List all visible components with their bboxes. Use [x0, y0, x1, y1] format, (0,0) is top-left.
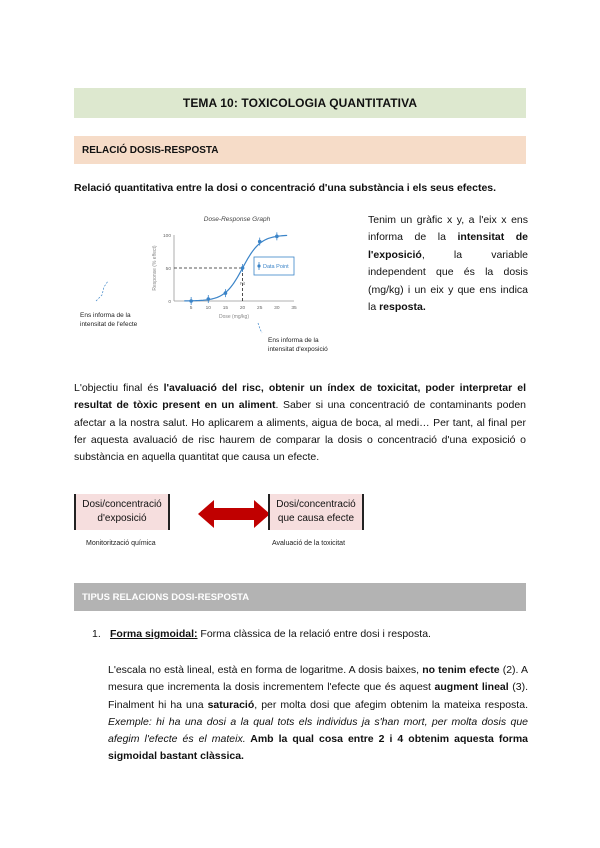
exposure-dose-box [74, 494, 170, 530]
data-point [189, 299, 193, 303]
x-tick-label: 30 [274, 306, 280, 311]
annotation-effect [80, 281, 138, 328]
fit-label: Fit [240, 281, 245, 286]
data-point [206, 297, 210, 301]
list-label: Forma sigmoidal: [110, 628, 198, 640]
section-heading-text-2: TIPUS RELACIONS DOSI-RESPOSTA [82, 591, 250, 603]
y-tick-label: 50 [165, 266, 171, 272]
sigmoid-bold-2: augment lineal [434, 681, 509, 694]
objective-bold-1: l'avaluació del risc, obtenir un índex de toxicitat, poder interpretar el resultat de tòxic present en un aliment [74, 382, 527, 412]
section-heading-relation-types [74, 583, 526, 611]
annotation-effect-line1: Ens informa de la [80, 312, 131, 319]
list-text: Forma clàssica de la relació entre dosi i resposta. [197, 628, 431, 640]
annotation-effect-line2: intensitat de l'efecte [80, 321, 138, 328]
y-tick-label: 100 [162, 233, 171, 239]
data-point [275, 235, 279, 239]
annotation-exposure-line1: Ens informa de la [268, 337, 319, 344]
intro-sentence: Relació quantitativa entre la dosi o concentració d'una substància i els seus efectes. [74, 182, 497, 194]
effect-dose-box [268, 494, 364, 530]
page-title [74, 88, 526, 118]
graph-legend [254, 257, 294, 275]
graph-explanation [368, 212, 528, 316]
sigmoid-text-1: L'escala no està lineal, està en forma de logaritme. A dosis baixes, [108, 664, 423, 676]
annotation-exposure-line2: intensitat d'exposició [268, 346, 328, 353]
graph-y-label: Response (% effect) [152, 245, 158, 291]
sigmoid-bold-3: saturació [207, 698, 255, 711]
exposure-dose-line1: Dosi/concentració [82, 499, 162, 510]
x-tick-label: 15 [222, 306, 229, 311]
page-title-text: TEMA 10: TOXICOLOGIA QUANTITATIVA [182, 96, 418, 110]
y-tick-label: 0 [168, 299, 171, 305]
graph-explanation-bold-2: resposta. [379, 301, 426, 314]
x-tick-label: 10 [205, 306, 211, 311]
dose-response-graph [74, 205, 364, 365]
section-heading-dose-response [74, 136, 526, 164]
list-number: 1. [92, 628, 101, 640]
section-heading-text: RELACIÓ DOSIS-RESPOSTA [82, 144, 219, 156]
data-point [224, 291, 228, 295]
graph-explanation-text-2: , la variable independent que és la dosis (mg/kg) i un eix y que ens indica la [368, 248, 528, 314]
graph-x-ticks [190, 305, 297, 311]
graph-explanation-bold-1: intensitat de l'exposició [368, 231, 528, 261]
graph-y-ticks [163, 233, 171, 305]
graph-title: Dose-Response Graph [203, 216, 271, 223]
x-tick-label: 25 [257, 306, 263, 311]
x-tick-label: 5 [189, 306, 193, 311]
toxicity-caption: Avaluació de la toxicitat [272, 540, 346, 547]
sigmoid-text-4: , per molta dosi que afegim obtenim la mateixa resposta. [254, 698, 528, 711]
legend-label: Data Point [263, 264, 289, 270]
objective-paragraph [74, 380, 526, 466]
effect-dose-line1: Dosi/concentració [276, 499, 356, 510]
sigmoid-italic-example: Exemple: hi ha una dosi a la qual tots els individus ja s'han mort, per molta dosis que afegim l'efecte és el mateix. [108, 715, 528, 746]
effect-dose-line2: que causa efecte [277, 513, 355, 524]
monitoring-caption: Monitorització química [86, 540, 156, 547]
x-tick-label: 20 [239, 306, 246, 311]
data-point [258, 240, 262, 244]
list-item [92, 628, 532, 640]
sigmoid-bold-1: no tenim efecte [422, 664, 500, 676]
x-tick-label: 35 [291, 306, 297, 311]
sigmoid-text-3: (3). Finalment hi ha una [108, 681, 529, 711]
exposure-dose-line2: d'exposició [97, 513, 147, 524]
annotation-exposure [258, 323, 328, 353]
data-point [241, 266, 245, 270]
graph-x-label: Dose (mg/kg) [218, 314, 250, 320]
graph-explanation-text-1: Tenim un gràfic x y, a l'eix x ens informa de la [368, 214, 528, 244]
double-arrow-icon [198, 498, 270, 530]
objective-text-1: L'objectiu final és [74, 382, 164, 394]
sigmoid-bold-4: Amb la qual cosa entre 2 i 4 obtenim aquesta forma sigmoidal bastant clàssica. [108, 733, 529, 763]
sigmoid-paragraph [108, 662, 528, 766]
objective-text-2: . Saber si una concentració de contaminants poden afectar a la nostra salut. Ho aplicarem a aliments, aigua de boca, al medi… Per tant, al final per fer aquesta avaluació de risc haurem de comparar la dosis o concentració d'una exposició o substància en aquella quantitat que causa un efecte. [74, 399, 527, 464]
sigmoid-text-2: (2). A mesura que incrementa la dosis incrementem l'efecte que és aquest [108, 664, 528, 694]
